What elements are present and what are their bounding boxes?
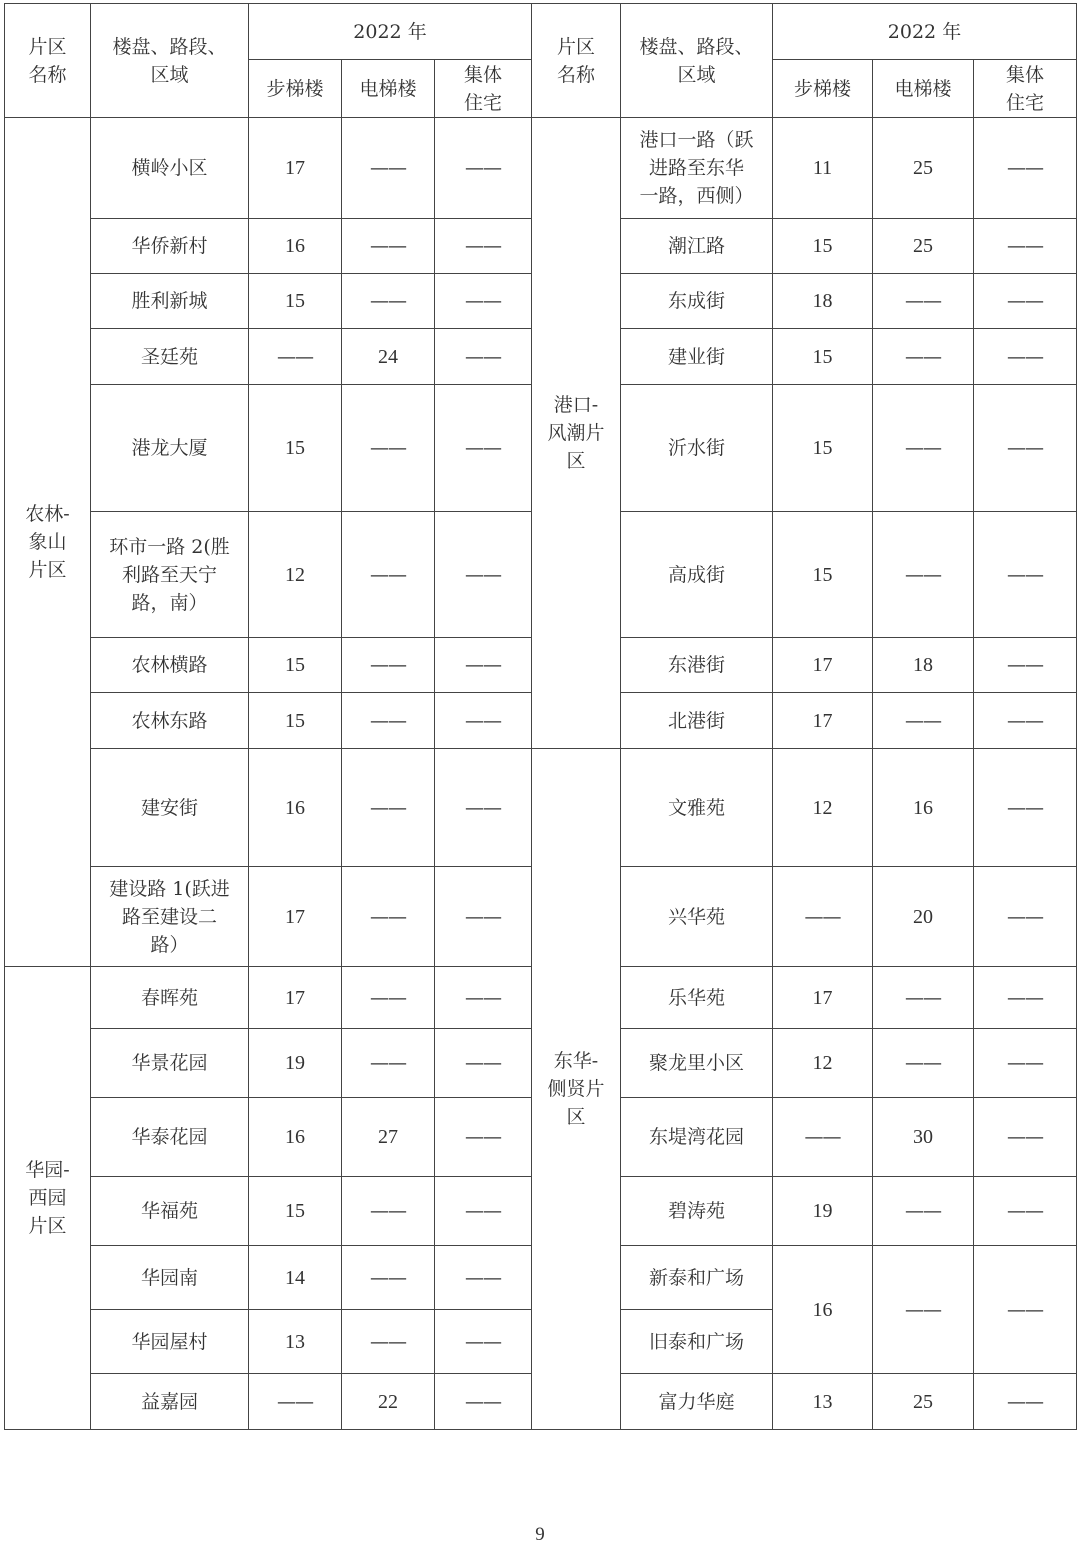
stair-price: 12 xyxy=(773,749,873,867)
elevator-price: 16 xyxy=(873,749,974,867)
collective-price: —— xyxy=(974,274,1077,329)
elevator-price: 25 xyxy=(873,118,974,219)
elevator-price: —— xyxy=(342,118,435,219)
collective-price: —— xyxy=(435,118,532,219)
estate-name: 新泰和广场 xyxy=(621,1246,773,1310)
estate-name: 潮江路 xyxy=(621,219,773,274)
estate-name: 环市一路 2(胜 利路至天宁 路，南） xyxy=(91,512,249,638)
collective-price: —— xyxy=(435,749,532,867)
table-row xyxy=(5,749,1077,867)
elevator-price: —— xyxy=(342,512,435,638)
elevator-price: —— xyxy=(342,385,435,512)
stair-price: —— xyxy=(249,329,342,385)
stair-price: 12 xyxy=(773,1029,873,1098)
collective-price: —— xyxy=(974,1098,1077,1177)
estate-name: 高成街 xyxy=(621,512,773,638)
header-district: 片区 名称 xyxy=(5,4,91,118)
collective-price: —— xyxy=(974,118,1077,219)
table-row xyxy=(5,118,1077,219)
estate-name: 横岭小区 xyxy=(91,118,249,219)
collective-price: —— xyxy=(435,1246,532,1310)
elevator-price: —— xyxy=(342,1177,435,1246)
elevator-price: 25 xyxy=(873,1374,974,1430)
estate-name: 益嘉园 xyxy=(91,1374,249,1430)
elevator-price: —— xyxy=(342,967,435,1029)
elevator-price: —— xyxy=(873,693,974,749)
header-year-right: 2022 年 xyxy=(773,4,1077,60)
collective-price: —— xyxy=(974,1246,1077,1374)
stair-price: 17 xyxy=(249,118,342,219)
estate-name: 农林横路 xyxy=(91,638,249,693)
stair-price: 15 xyxy=(773,219,873,274)
estate-name: 东堤湾花园 xyxy=(621,1098,773,1177)
collective-price: —— xyxy=(435,638,532,693)
stair-price: 13 xyxy=(249,1310,342,1374)
stair-price: 15 xyxy=(249,638,342,693)
stair-price: 19 xyxy=(249,1029,342,1098)
collective-price: —— xyxy=(974,219,1077,274)
stair-price: 14 xyxy=(249,1246,342,1310)
estate-name: 富力华庭 xyxy=(621,1374,773,1430)
estate-name: 碧涛苑 xyxy=(621,1177,773,1246)
stair-price: 15 xyxy=(249,1177,342,1246)
header-collective: 集体 住宅 xyxy=(435,60,532,118)
elevator-price: —— xyxy=(873,967,974,1029)
collective-price: —— xyxy=(435,1310,532,1374)
elevator-price: —— xyxy=(342,274,435,329)
elevator-price: 20 xyxy=(873,867,974,967)
estate-name: 东港街 xyxy=(621,638,773,693)
district-huayuan: 华园- 西园 片区 xyxy=(5,967,91,1430)
district-nonglin: 农林- 象山 片区 xyxy=(5,118,91,967)
elevator-price: —— xyxy=(342,1246,435,1310)
stair-price: 17 xyxy=(249,967,342,1029)
stair-price: 16 xyxy=(249,749,342,867)
elevator-price: —— xyxy=(873,1177,974,1246)
elevator-price: —— xyxy=(873,274,974,329)
stair-price: —— xyxy=(773,867,873,967)
collective-price: —— xyxy=(435,385,532,512)
elevator-price: 25 xyxy=(873,219,974,274)
stair-price: 16 xyxy=(249,219,342,274)
estate-name: 胜利新城 xyxy=(91,274,249,329)
elevator-price: —— xyxy=(342,1310,435,1374)
stair-price: 19 xyxy=(773,1177,873,1246)
stair-price: —— xyxy=(773,1098,873,1177)
rent-table xyxy=(4,3,1077,1430)
estate-name: 兴华苑 xyxy=(621,867,773,967)
collective-price: —— xyxy=(974,1177,1077,1246)
collective-price: —— xyxy=(435,867,532,967)
estate-name: 港口一路（跃 进路至东华 一路，西侧） xyxy=(621,118,773,219)
collective-price: —— xyxy=(974,638,1077,693)
collective-price: —— xyxy=(435,1098,532,1177)
header-stair: 步梯楼 xyxy=(249,60,342,118)
estate-name: 华景花园 xyxy=(91,1029,249,1098)
estate-name: 港龙大厦 xyxy=(91,385,249,512)
header-elevator: 电梯楼 xyxy=(342,60,435,118)
elevator-price: 18 xyxy=(873,638,974,693)
estate-name: 春晖苑 xyxy=(91,967,249,1029)
header-estate-right: 楼盘、路段、 区域 xyxy=(621,4,773,118)
estate-name: 沂水街 xyxy=(621,385,773,512)
stair-price: 17 xyxy=(773,638,873,693)
stair-price: 16 xyxy=(773,1246,873,1374)
stair-price: 11 xyxy=(773,118,873,219)
collective-price: —— xyxy=(974,385,1077,512)
collective-price: —— xyxy=(435,274,532,329)
stair-price: 16 xyxy=(249,1098,342,1177)
header-district-right: 片区 名称 xyxy=(532,4,621,118)
stair-price: 15 xyxy=(249,385,342,512)
elevator-price: —— xyxy=(342,693,435,749)
estate-name: 聚龙里小区 xyxy=(621,1029,773,1098)
elevator-price: 27 xyxy=(342,1098,435,1177)
stair-price: —— xyxy=(249,1374,342,1430)
collective-price: —— xyxy=(974,749,1077,867)
collective-price: —— xyxy=(435,329,532,385)
elevator-price: 22 xyxy=(342,1374,435,1430)
estate-name: 建设路 1(跃进 路至建设二 路） xyxy=(91,867,249,967)
collective-price: —— xyxy=(974,512,1077,638)
estate-name: 农林东路 xyxy=(91,693,249,749)
elevator-price: —— xyxy=(342,1029,435,1098)
estate-name: 华园南 xyxy=(91,1246,249,1310)
estate-name: 华泰花园 xyxy=(91,1098,249,1177)
header-row-1 xyxy=(5,4,1077,60)
collective-price: —— xyxy=(974,329,1077,385)
collective-price: —— xyxy=(974,693,1077,749)
header-estate: 楼盘、路段、 区域 xyxy=(91,4,249,118)
estate-name: 北港街 xyxy=(621,693,773,749)
estate-name: 圣廷苑 xyxy=(91,329,249,385)
estate-name: 建安街 xyxy=(91,749,249,867)
stair-price: 17 xyxy=(249,867,342,967)
collective-price: —— xyxy=(435,1177,532,1246)
elevator-price: —— xyxy=(873,329,974,385)
page-number: 9 xyxy=(535,1524,545,1545)
elevator-price: —— xyxy=(873,1029,974,1098)
estate-name: 旧泰和广场 xyxy=(621,1310,773,1374)
elevator-price: 30 xyxy=(873,1098,974,1177)
collective-price: —— xyxy=(435,693,532,749)
estate-name: 乐华苑 xyxy=(621,967,773,1029)
header-stair-right: 步梯楼 xyxy=(773,60,873,118)
elevator-price: —— xyxy=(342,867,435,967)
collective-price: —— xyxy=(435,1374,532,1430)
stair-price: 17 xyxy=(773,693,873,749)
collective-price: —— xyxy=(974,1374,1077,1430)
header-year: 2022 年 xyxy=(249,4,532,60)
stair-price: 17 xyxy=(773,967,873,1029)
elevator-price: —— xyxy=(342,219,435,274)
stair-price: 13 xyxy=(773,1374,873,1430)
collective-price: —— xyxy=(435,967,532,1029)
estate-name: 华侨新村 xyxy=(91,219,249,274)
elevator-price: —— xyxy=(873,1246,974,1374)
estate-name: 华福苑 xyxy=(91,1177,249,1246)
estate-name: 华园屋村 xyxy=(91,1310,249,1374)
estate-name: 东成街 xyxy=(621,274,773,329)
stair-price: 15 xyxy=(773,329,873,385)
table-body xyxy=(5,4,1077,1430)
estate-name: 建业街 xyxy=(621,329,773,385)
elevator-price: —— xyxy=(873,512,974,638)
stair-price: 15 xyxy=(249,693,342,749)
district-donghua: 东华- 侧贤片 区 xyxy=(532,749,621,1430)
header-elevator-right: 电梯楼 xyxy=(873,60,974,118)
elevator-price: —— xyxy=(873,385,974,512)
estate-name: 文雅苑 xyxy=(621,749,773,867)
stair-price: 12 xyxy=(249,512,342,638)
collective-price: —— xyxy=(974,867,1077,967)
stair-price: 18 xyxy=(773,274,873,329)
header-collective-right: 集体 住宅 xyxy=(974,60,1077,118)
stair-price: 15 xyxy=(773,512,873,638)
stair-price: 15 xyxy=(773,385,873,512)
elevator-price: —— xyxy=(342,638,435,693)
elevator-price: 24 xyxy=(342,329,435,385)
stair-price: 15 xyxy=(249,274,342,329)
collective-price: —— xyxy=(435,219,532,274)
collective-price: —— xyxy=(435,1029,532,1098)
collective-price: —— xyxy=(974,967,1077,1029)
collective-price: —— xyxy=(435,512,532,638)
collective-price: —— xyxy=(974,1029,1077,1098)
elevator-price: —— xyxy=(342,749,435,867)
district-gangkou: 港口- 风潮片 区 xyxy=(532,118,621,749)
